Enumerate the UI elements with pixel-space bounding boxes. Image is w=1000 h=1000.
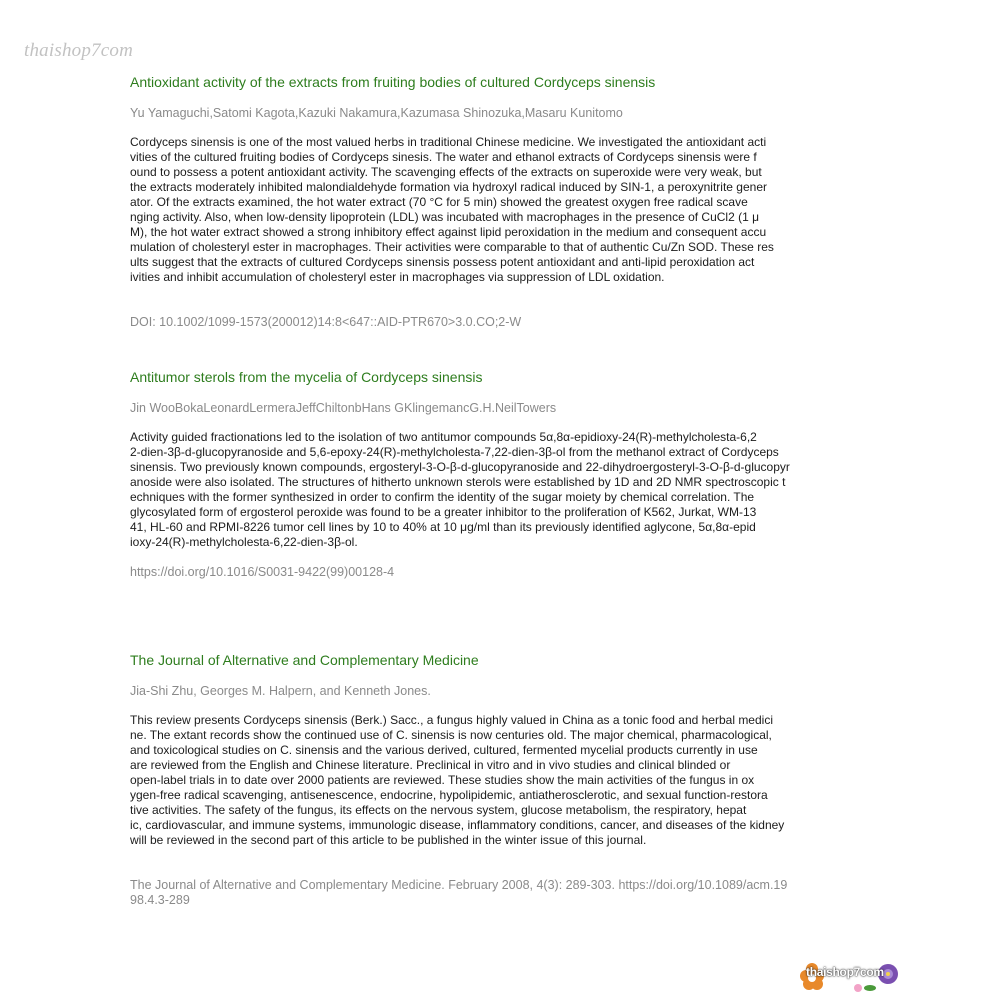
abstract-line: ne. The extant records show the continued use of C. sinensis is now centuries old. The major chemical, pharmacological, [130,728,772,742]
abstract-line: Activity guided fractionations led to the isolation of two antitumor compounds 5α,8α-epidioxy-24(R)-methylcholesta-6,2 [130,430,757,444]
article-3 [130,651,920,908]
abstract-line: will be reviewed in the second part of this article to be published in the winter issue of this journal. [130,833,647,847]
abstract-line: ivities and inhibit accumulation of cholesteryl ester in macrophages via suppression of LDL oxidation. [130,270,665,284]
abstract-line: the extracts moderately inhibited malondialdehyde formation via hydroxyl radical induced by SIN-1, a peroxynitrite gener [130,180,768,194]
abstract-line: ygen-free radical scavenging, antisenescence, endocrine, hypolipidemic, antiatherosclerotic, and sexual function-restora [130,788,768,802]
article-abstract [130,135,920,285]
abstract-line: open-label trials in to date over 2000 patients are reviewed. These studies show the main activities of the fungus in ox [130,773,755,787]
article-title[interactable]: Antioxidant activity of the extracts from fruiting bodies of cultured Cordyceps sinensis [130,74,656,90]
abstract-line: and toxicological studies on C. sinensis and the various derived, cultured, fermented mycelial products currently in use [130,743,758,757]
abstract-line: are reviewed from the English and Chinese literature. Preclinical in vitro and in vivo studies and clinical blinded or [130,758,731,772]
abstract-line: ic, cardiovascular, and immune systems, immunologic disease, inflammatory conditions, cancer, and diseases of the kidney [130,818,785,832]
abstract-line: mulation of cholesteryl ester in macrophages. Their activities were comparable to that of authentic Cu/Zn SOD. These res [130,240,774,254]
abstract-line: ults suggest that the extracts of cultured Cordyceps sinensis possess potent antioxidant and anti-lipid peroxidation act [130,255,755,269]
abstract-line: M), the hot water extract showed a strong inhibitory effect against lipid peroxidation in the medium and consequent accu [130,225,767,239]
abstract-line: anoside were also isolated. The structures of hitherto unknown sterols were established by 1D and 2D NMR spectroscopic t [130,475,786,489]
article-1 [130,73,920,330]
doi-link[interactable]: https://doi.org/10.1016/S0031-9422(99)00128-4 [130,565,395,579]
site-watermark: thaishop7com [24,40,134,61]
abstract-line: sinensis. Two previously known compounds, ergosteryl-3-O-β-d-glucopyranoside and 22-dihydroergosteryl-3-O-β-d-glucopyr [130,460,790,474]
abstract-line: 2-dien-3β-d-glucopyranoside and 5,6-epoxy-24(R)-methylcholesta-7,22-dien-3β-ol from the methanol extract of Cordyceps [130,445,779,459]
citation-line[interactable]: The Journal of Alternative and Complementary Medicine. February 2008, 4(3): 289-303. https://doi.org/10.1089/acm.19 [130,878,788,892]
article-title[interactable]: Antitumor sterols from the mycelia of Cordyceps sinensis [130,369,483,385]
doi-text[interactable]: DOI: 10.1002/1099-1573(200012)14:8<647::AID-PTR670>3.0.CO;2-W [130,315,522,329]
abstract-line: Cordyceps sinensis is one of the most valued herbs in traditional Chinese medicine. We investigated the antioxidant acti [130,135,767,149]
article-abstract [130,430,920,550]
citation-line[interactable]: 98.4.3-289 [130,893,190,907]
article-reference [130,315,920,330]
abstract-line: echniques with the former synthesized in order to confirm the identity of the sugar moiety by chemical correlation. The [130,490,755,504]
abstract-line: ioxy-24(R)-methylcholesta-6,22-dien-3β-ol. [130,535,358,549]
article-reference [130,878,920,908]
leaf-icon [864,985,876,991]
article-authors: Yu Yamaguchi,Satomi Kagota,Kazuki Nakamura,Kazumasa Shinozuka,Masaru Kunitomo [130,106,623,120]
abstract-line: tive activities. The safety of the fungus, its effects on the nervous system, glucose metabolism, the respiratory, hepat [130,803,747,817]
abstract-line: 41, HL-60 and RPMI-8226 tumor cell lines by 10 to 40% at 10 μg/ml than its previously identified aglycone, 5α,8α-epid [130,520,756,534]
article-authors: Jia-Shi Zhu, Georges M. Halpern, and Kenneth Jones. [130,684,431,698]
article-authors: Jin WooBokaLeonardLermeraJeffChiltonbHans GKlingemancG.H.NeilTowers [130,401,557,415]
abstract-line: ound to possess a potent antioxidant activity. The scavenging effects of the extracts on superoxide were very weak, but [130,165,762,179]
logo-text: thaishop7com [806,965,884,979]
abstract-line: vities of the cultured fruiting bodies of Cordyceps sinesis. The water and ethanol extracts of Cordyceps sinensis were f [130,150,757,164]
abstract-line: nging activity. Also, when low-density lipoprotein (LDL) was incubated with macrophages in the presence of CuCl2 (1 μ [130,210,760,224]
pink-flower-icon [854,984,862,992]
abstract-line: glycosylated form of ergosterol peroxide was found to be a greater inhibitor to the proliferation of K562, Jurkat, WM-13 [130,505,757,519]
article-abstract [130,713,920,848]
article-title[interactable]: The Journal of Alternative and Complementary Medicine [130,652,479,668]
article-2 [130,368,920,580]
article-reference [130,565,920,580]
abstract-line: ator. Of the extracts examined, the hot water extract (70 °C for 5 min) showed the greatest oxygen free radical scave [130,195,748,209]
abstract-line: This review presents Cordyceps sinensis (Berk.) Sacc., a fungus highly valued in China as a tonic food and herbal medici [130,713,773,727]
